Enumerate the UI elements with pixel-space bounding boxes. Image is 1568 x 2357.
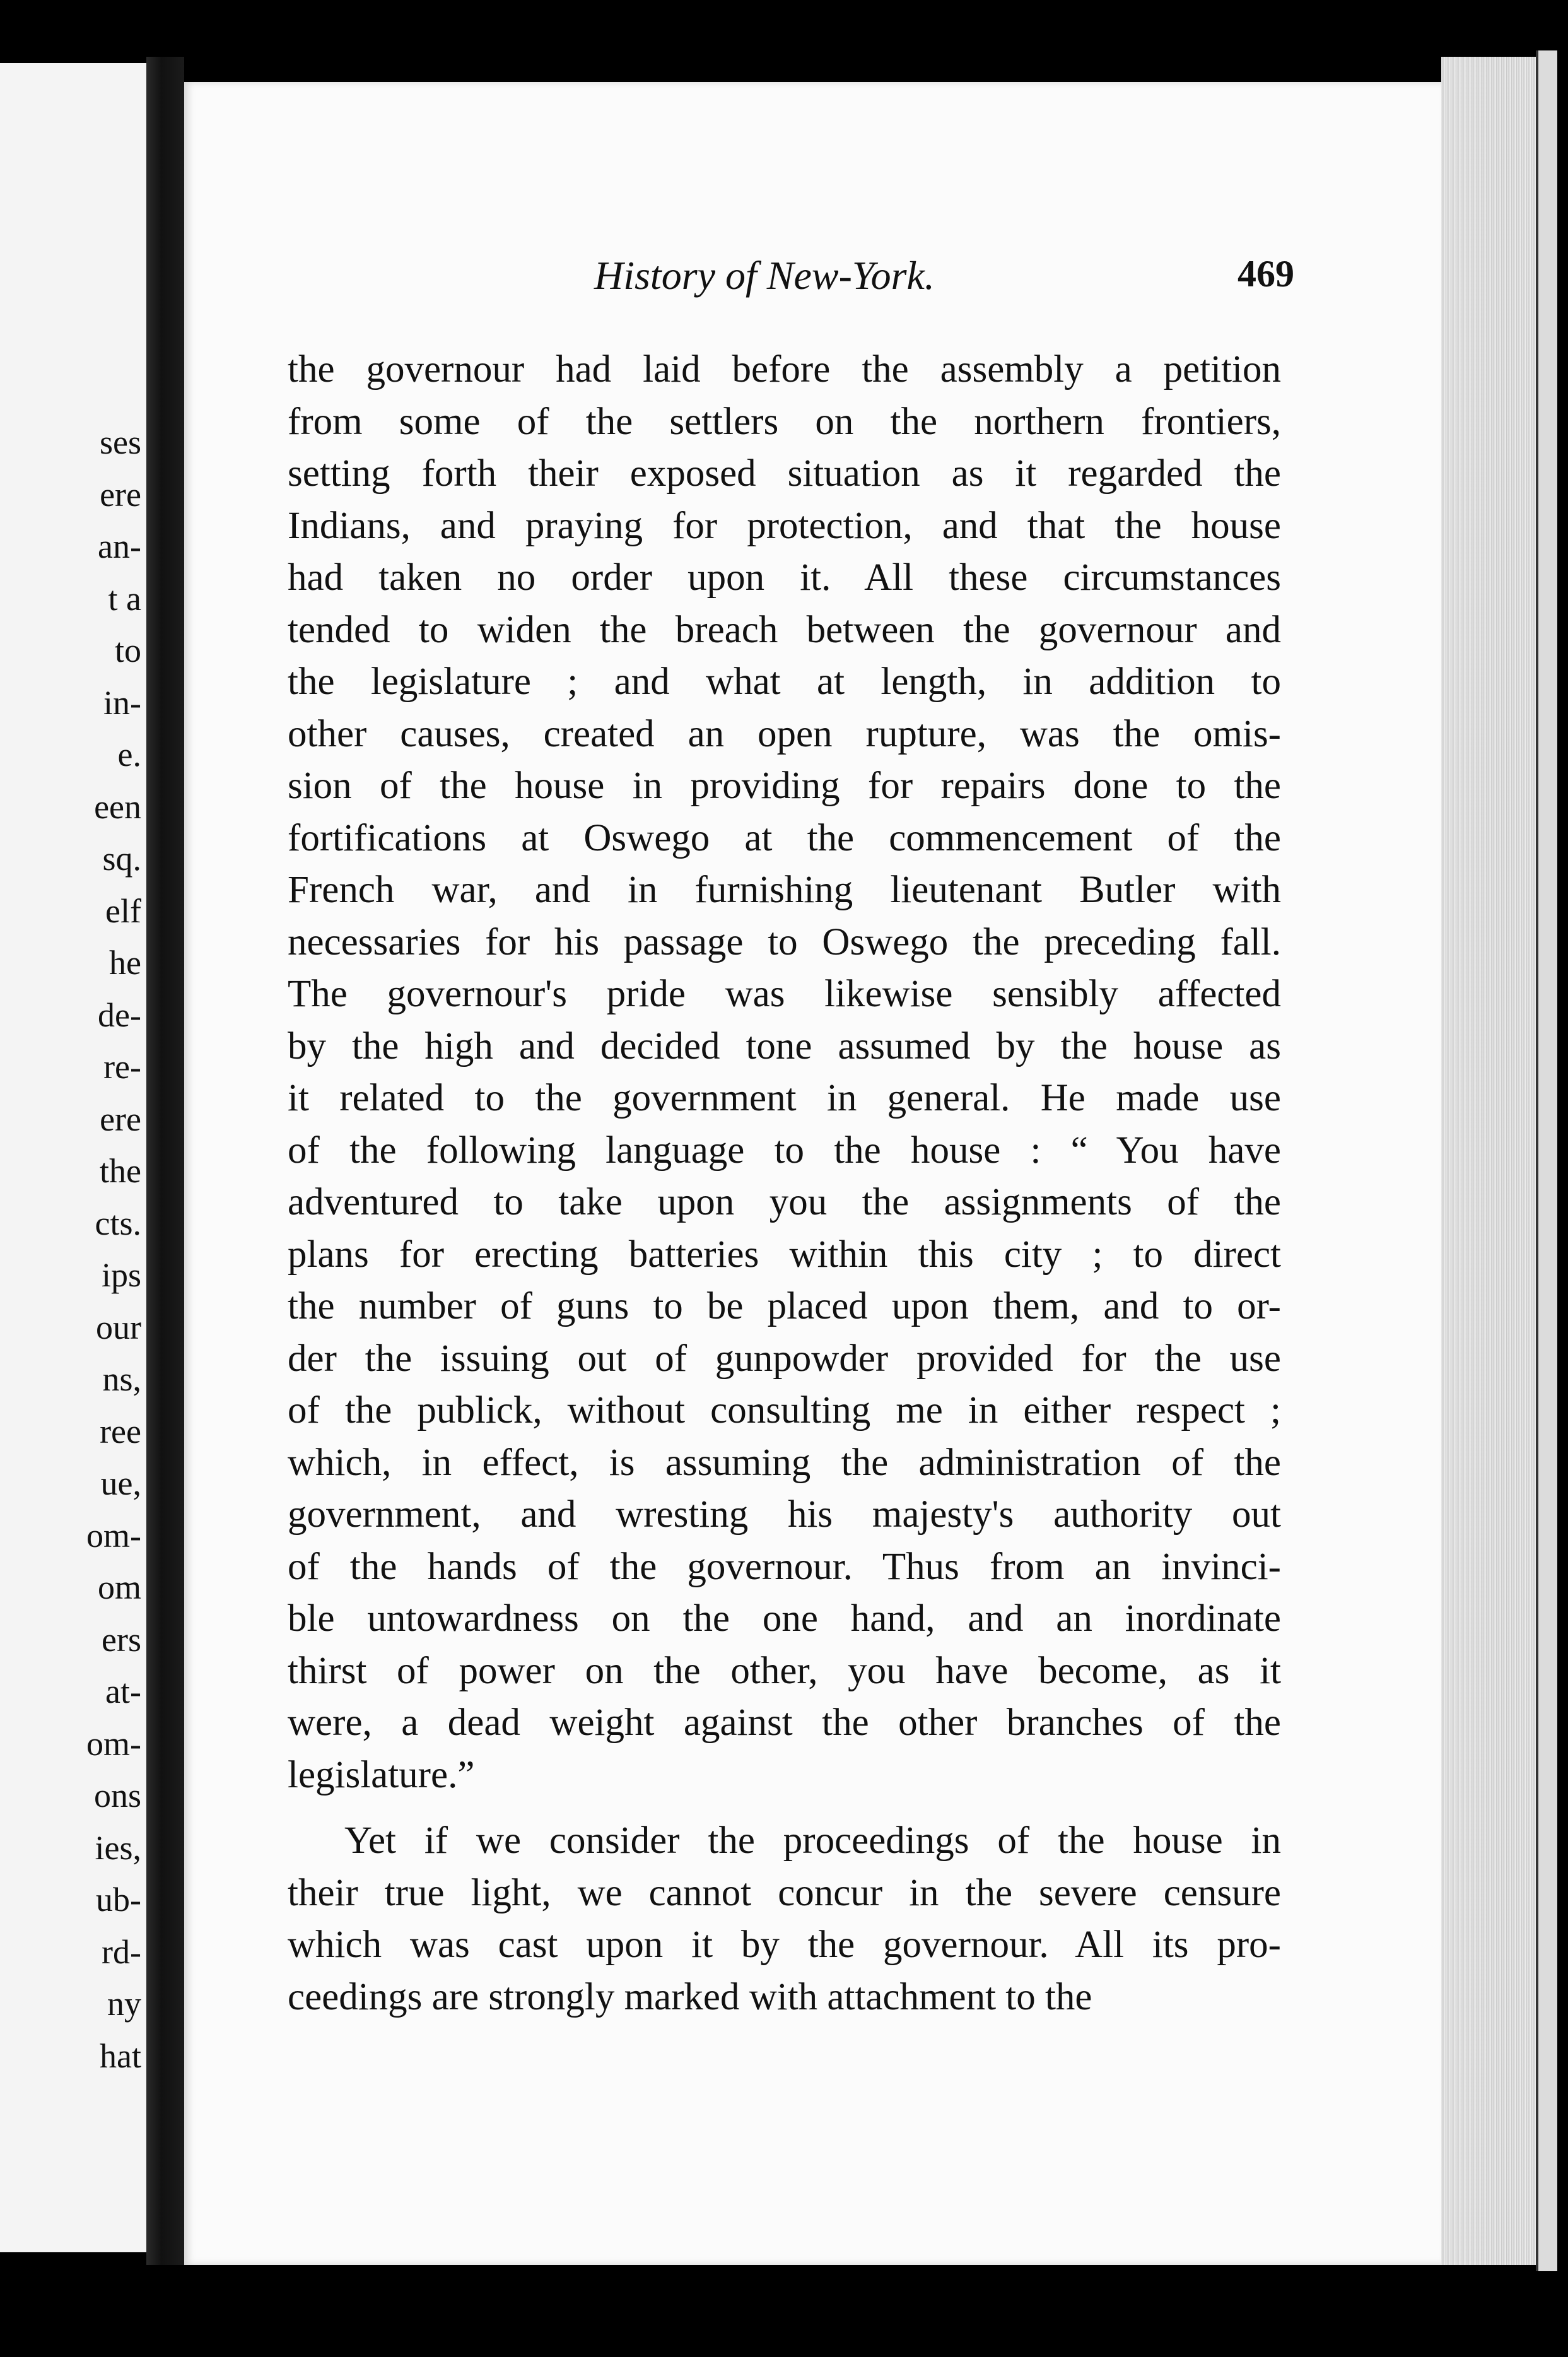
previous-page-fragment: om- <box>86 1516 141 1555</box>
text-line: of the publick, without consulting me in either respect ; <box>288 1389 1281 1431</box>
text-line: sion of the house in providing for repairs done to the <box>288 765 1281 807</box>
cover-edge <box>1536 50 1557 2271</box>
previous-page-fragment: ree <box>100 1412 141 1450</box>
previous-page-fragment: sq. <box>102 840 141 878</box>
previous-page-sliver <box>0 63 146 2252</box>
previous-page-fragment: ny <box>107 1985 141 2023</box>
text-line: other causes, created an open rupture, was the omis- <box>288 712 1281 755</box>
text-line: thirst of power on the other, you have become, as it <box>288 1649 1281 1692</box>
previous-page-fragment: in- <box>103 683 141 722</box>
text-line: their true light, we cannot concur in the severe censure <box>288 1871 1281 1914</box>
text-line: which was cast upon it by the governour. All its pro- <box>288 1924 1281 1966</box>
previous-page-fragment: ub- <box>96 1881 141 1919</box>
text-line: plans for erecting batteries within this city ; to direct <box>288 1233 1281 1276</box>
paragraph-2 <box>288 1815 1281 2023</box>
previous-page-fragment: elf <box>105 891 141 930</box>
text-line: it related to the government in general. He made use <box>288 1077 1281 1119</box>
previous-page-fragment: at- <box>105 1672 141 1710</box>
text-line: were, a dead weight against the other branches of the <box>288 1702 1281 1744</box>
text-line: ble untowardness on the one hand, and an inordinate <box>288 1597 1281 1640</box>
text-line: Indians, and praying for protection, and that the house <box>288 504 1281 547</box>
previous-page-fragment: ere <box>100 475 141 514</box>
previous-page-fragment: om <box>97 1568 141 1606</box>
text-line: the governour had laid before the assembly a petition <box>288 348 1281 391</box>
previous-page-fragment: hat <box>100 2037 141 2075</box>
page-edges-stack <box>1441 57 1536 2265</box>
previous-page-fragment: our <box>96 1308 141 1346</box>
paragraph-1 <box>288 344 1281 1801</box>
previous-page-fragment: rd- <box>102 1932 141 1971</box>
running-title: History of New-York. <box>594 253 935 298</box>
running-head <box>184 252 1294 315</box>
text-line: legislature.” <box>288 1753 475 1796</box>
previous-page-fragment: he <box>109 944 141 982</box>
previous-page-fragment: cts. <box>95 1204 141 1242</box>
book-gutter <box>146 57 184 2265</box>
text-line: had taken no order upon it. All these circumstances <box>288 556 1281 599</box>
previous-page-fragment: the <box>100 1152 141 1190</box>
text-line: the number of guns to be placed upon them, and to or- <box>288 1285 1281 1327</box>
text-line: from some of the settlers on the northern frontiers, <box>288 400 1281 443</box>
body-text <box>288 344 1281 2023</box>
previous-page-line-endings <box>0 416 146 2082</box>
text-line: The governour's pride was likewise sensibly affected <box>288 973 1281 1015</box>
text-line: ceedings are strongly marked with attachment to the <box>288 1975 1092 2018</box>
page-number: 469 <box>1237 253 1294 295</box>
previous-page-fragment: ns, <box>102 1360 141 1398</box>
previous-page-fragment: ies, <box>95 1828 141 1867</box>
text-line: of the hands of the governour. Thus from an invinci- <box>288 1545 1281 1588</box>
previous-page-fragment: an- <box>98 527 141 565</box>
text-line: which, in effect, is assuming the administration of the <box>288 1441 1281 1484</box>
text-line: adventured to take upon you the assignments of the <box>288 1181 1281 1223</box>
previous-page-fragment: ips <box>101 1256 141 1294</box>
text-line: government, and wresting his majesty's authority out <box>288 1493 1281 1536</box>
previous-page-fragment: ere <box>100 1100 141 1138</box>
paragraph-gap <box>288 1801 1281 1815</box>
text-line: tended to widen the breach between the governour and <box>288 608 1281 651</box>
previous-page-fragment: een <box>94 787 141 826</box>
previous-page-fragment: re- <box>103 1048 141 1086</box>
text-line: of the following language to the house : “ You have <box>288 1129 1281 1172</box>
text-line: by the high and decided tone assumed by the house as <box>288 1025 1281 1067</box>
previous-page-fragment: t a <box>108 579 141 618</box>
previous-page-fragment: ons <box>93 1777 141 1814</box>
text-line: the legislature ; and what at length, in addition to <box>288 661 1281 703</box>
previous-page-fragment: de- <box>98 996 141 1034</box>
book-page <box>184 82 1442 2265</box>
text-line: necessaries for his passage to Oswego the preceding fall. <box>288 920 1281 963</box>
previous-page-fragment: ers <box>102 1620 141 1659</box>
previous-page-fragment: ue, <box>100 1464 141 1502</box>
previous-page-fragment: om- <box>86 1724 141 1763</box>
previous-page-fragment: to <box>114 632 141 669</box>
text-line: der the issuing out of gunpowder provided for the use <box>288 1337 1281 1380</box>
text-line: fortifications at Oswego at the commencement of the <box>288 816 1281 859</box>
text-line: setting forth their exposed situation as it regarded the <box>288 452 1281 495</box>
previous-page-fragment: ses <box>100 423 141 461</box>
previous-page-fragment: e. <box>117 736 141 773</box>
text-line: Yet if we consider the proceedings of the house in <box>344 1819 1281 1862</box>
text-line: French war, and in furnishing lieutenant Butler with <box>288 869 1281 911</box>
